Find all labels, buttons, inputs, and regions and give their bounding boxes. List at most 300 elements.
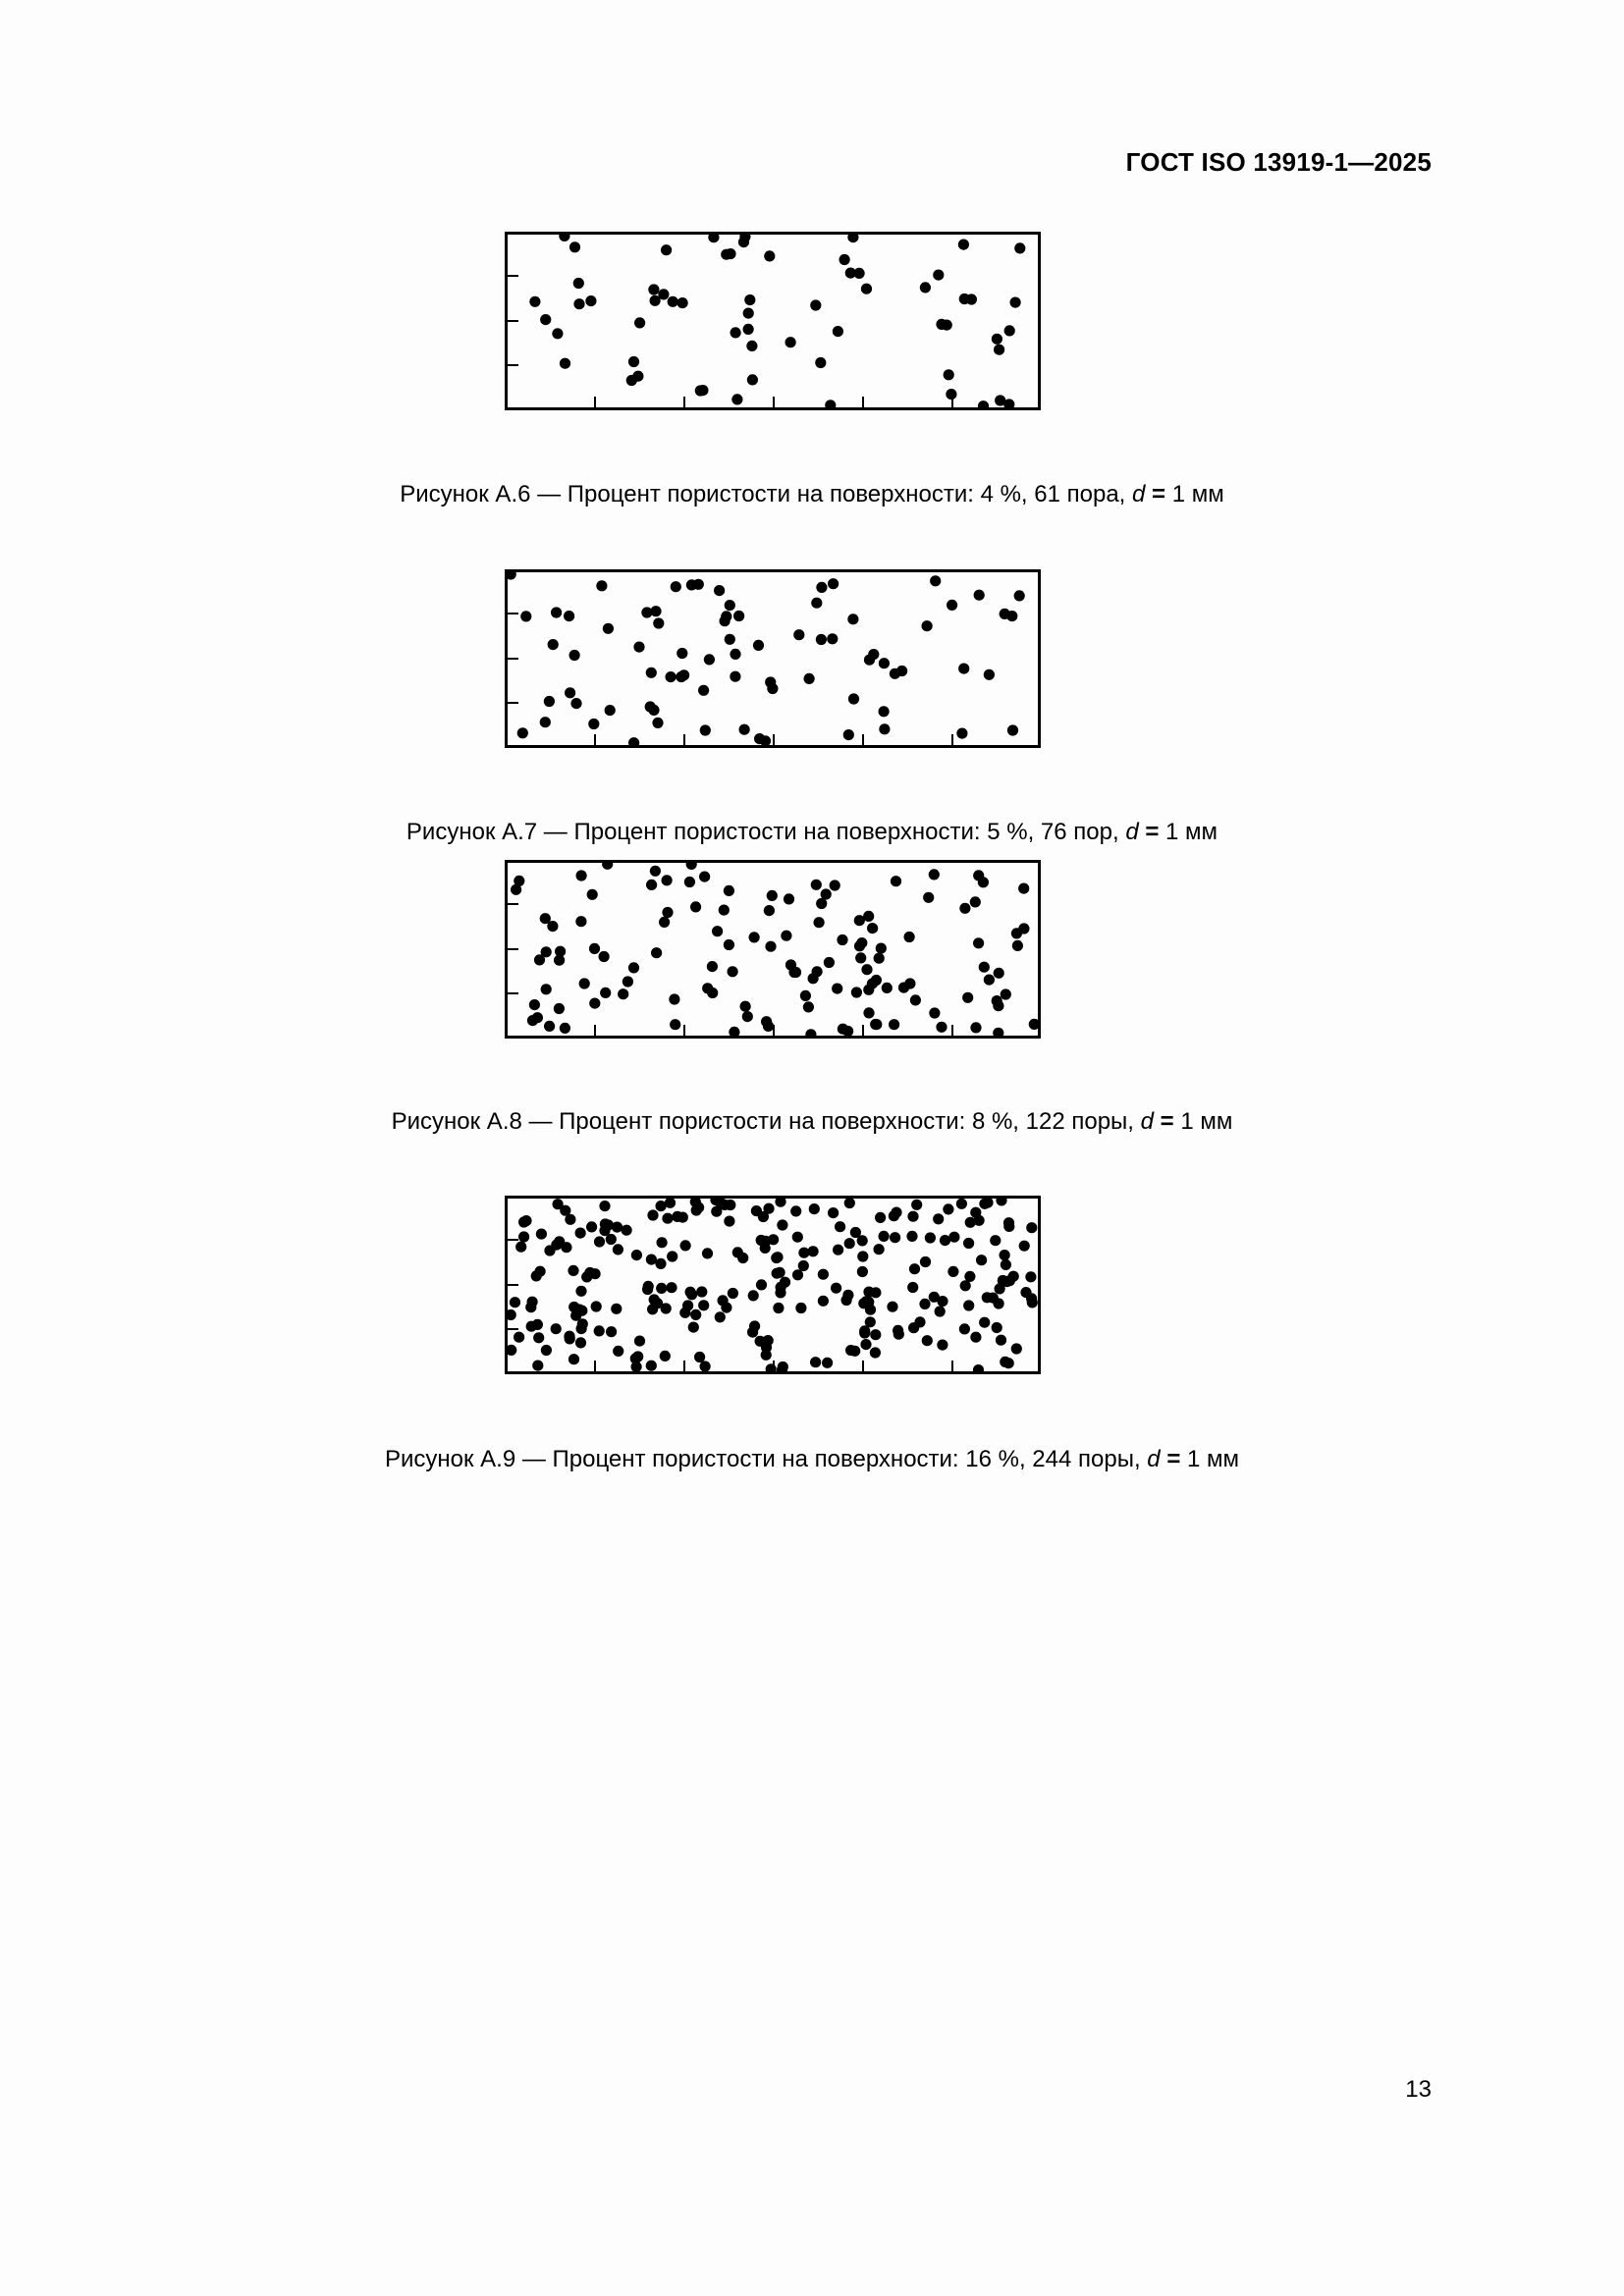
pore-dot xyxy=(541,946,552,957)
pore-dot xyxy=(744,294,755,305)
pore-dot xyxy=(996,1196,1006,1206)
pore-dot xyxy=(857,1251,868,1261)
pore-dot xyxy=(933,1213,944,1224)
caption-a6 xyxy=(0,481,1624,508)
pore-dot xyxy=(956,1199,967,1209)
pore-dot xyxy=(775,1197,785,1207)
pore-dot xyxy=(860,1339,871,1350)
pore-dot xyxy=(561,1242,571,1253)
pore-dot xyxy=(529,296,540,307)
pore-dot xyxy=(891,1207,901,1218)
pore-dot xyxy=(684,877,695,887)
pore-dot xyxy=(790,1205,801,1216)
pore-dot xyxy=(575,1337,586,1348)
pore-dot xyxy=(666,671,677,682)
pore-dot xyxy=(753,640,764,651)
pore-dot xyxy=(893,1329,904,1340)
pore-dot xyxy=(670,1019,680,1030)
pore-dot xyxy=(656,1201,667,1211)
pore-dot xyxy=(1011,928,1022,938)
pore-dot xyxy=(805,1029,816,1039)
pore-dot xyxy=(679,1308,690,1318)
pore-dot xyxy=(996,1335,1006,1346)
pore-dot xyxy=(606,1234,617,1245)
pore-dot xyxy=(947,1266,958,1277)
pore-dot xyxy=(667,1251,677,1261)
pore-dot xyxy=(529,999,540,1010)
pore-dot xyxy=(800,990,811,1001)
caption-text: Рисунок А.6 — Процент пористости на поверхности: 4 %, 61 пора, xyxy=(400,481,1132,507)
pore-dot xyxy=(859,1325,870,1336)
pore-dot xyxy=(792,1269,803,1280)
pore-dot xyxy=(978,877,989,887)
pore-dot xyxy=(576,870,587,881)
pore-dot xyxy=(754,733,765,744)
pore-dot xyxy=(765,941,776,952)
pore-dot xyxy=(909,1263,920,1274)
pore-dot xyxy=(870,1019,881,1030)
pore-dot xyxy=(816,582,827,593)
pore-dot xyxy=(603,1219,614,1230)
porosity-figure-a7 xyxy=(505,569,1041,748)
porosity-figure-a8 xyxy=(505,860,1041,1039)
pore-dot xyxy=(650,295,661,306)
pore-dot xyxy=(781,931,791,941)
pore-dot xyxy=(1018,883,1029,894)
pore-dot xyxy=(973,937,984,948)
pore-dot xyxy=(506,1345,516,1356)
pore-dot xyxy=(879,723,890,734)
pore-dot xyxy=(867,923,878,934)
pore-dot xyxy=(992,334,1002,345)
pore-dot xyxy=(959,903,970,914)
pore-dot xyxy=(993,1028,1003,1039)
pore-dot xyxy=(845,1345,856,1356)
pore-dot xyxy=(514,1332,524,1343)
pore-dot xyxy=(982,1292,993,1303)
pore-dot xyxy=(772,1252,783,1262)
pore-dot xyxy=(854,940,865,951)
pore-dot xyxy=(631,1250,642,1260)
pore-dot xyxy=(879,658,890,668)
pore-dot xyxy=(544,1245,555,1255)
pore-dot xyxy=(733,611,744,621)
pore-dot xyxy=(874,953,885,964)
pore-dot xyxy=(730,649,740,660)
pore-dot xyxy=(808,973,819,984)
pore-dot xyxy=(747,374,758,385)
pore-dot xyxy=(773,1303,784,1313)
pore-dot xyxy=(1003,1221,1014,1232)
pore-dot xyxy=(568,1265,578,1276)
pore-dot xyxy=(541,1345,552,1356)
pore-dot xyxy=(792,1232,803,1243)
pore-dot xyxy=(857,1266,868,1277)
pore-dot xyxy=(700,1361,711,1371)
pore-dot xyxy=(940,1235,950,1246)
pore-dot xyxy=(594,1236,605,1247)
pore-dot xyxy=(634,1336,645,1347)
pore-dot xyxy=(861,1296,872,1307)
pore-dot xyxy=(772,1268,783,1279)
caption-text: Рисунок А.9 — Процент пористости на поверхности: 16 %, 244 поры, xyxy=(384,1446,1148,1472)
pore-dot xyxy=(653,617,664,628)
pore-dot xyxy=(890,1232,900,1243)
porosity-figure-a6 xyxy=(505,232,1041,410)
pore-dot xyxy=(575,1228,586,1239)
pore-dot xyxy=(833,326,843,337)
pore-dot xyxy=(569,241,580,252)
pore-dot xyxy=(835,1221,845,1232)
pore-dot xyxy=(632,1351,643,1362)
pore-dot xyxy=(815,357,826,368)
pore-dot xyxy=(868,649,879,660)
pore-dot xyxy=(676,671,686,682)
pore-dot xyxy=(698,685,709,696)
pore-dot xyxy=(937,1340,947,1351)
pore-dot xyxy=(1019,1241,1030,1252)
pore-dot xyxy=(747,1327,758,1338)
pore-dot xyxy=(527,1297,538,1308)
pore-dot xyxy=(863,1287,874,1298)
pore-dot xyxy=(811,598,822,609)
pore-dot xyxy=(1026,1222,1037,1233)
pore-dot xyxy=(526,1321,537,1332)
caption-a8 xyxy=(0,1108,1624,1136)
pore-dot xyxy=(591,1301,602,1311)
pore-dot xyxy=(959,1323,970,1334)
pore-dot xyxy=(764,905,775,916)
pore-dot xyxy=(809,1203,820,1214)
pore-dot xyxy=(970,896,981,907)
pore-dot xyxy=(603,623,614,634)
pore-dot xyxy=(662,875,673,885)
pore-dot xyxy=(589,943,600,954)
pore-dot xyxy=(751,1205,762,1216)
pore-dot xyxy=(552,328,563,339)
pore-dot xyxy=(944,369,954,380)
pore-dot xyxy=(785,337,796,347)
pore-dot xyxy=(555,946,566,957)
pore-dot xyxy=(833,1245,843,1255)
pore-dot xyxy=(908,1322,919,1333)
pore-dot xyxy=(742,1011,753,1022)
pore-dot xyxy=(994,345,1004,355)
pore-dot xyxy=(1001,1259,1011,1270)
pore-dot xyxy=(559,232,569,241)
pore-dot xyxy=(707,961,718,972)
pore-dot xyxy=(822,1358,833,1368)
pore-dot xyxy=(569,650,580,661)
pore-dot xyxy=(831,1283,841,1294)
pore-dot xyxy=(680,1240,691,1251)
caption-equals: = xyxy=(1152,481,1166,507)
pore-dot xyxy=(810,1357,821,1367)
caption-d-symbol: d xyxy=(1140,1108,1154,1135)
pore-dot xyxy=(906,1231,917,1242)
pore-dot xyxy=(818,1296,829,1307)
porosity-plot-a7 xyxy=(505,569,1041,748)
pore-dot xyxy=(814,917,825,928)
pore-dot xyxy=(634,317,645,328)
pore-dot xyxy=(850,1227,861,1238)
pore-dot xyxy=(618,988,628,999)
pore-dot xyxy=(984,975,995,986)
pore-dot xyxy=(1014,590,1025,601)
pore-dot xyxy=(564,1331,574,1342)
pore-dot xyxy=(775,1287,785,1298)
pore-dot xyxy=(929,1292,940,1303)
pore-dot xyxy=(756,1279,767,1290)
pore-dot xyxy=(891,876,901,886)
pore-dot xyxy=(648,705,659,716)
caption-d-symbol: d xyxy=(1132,481,1146,507)
pore-dot xyxy=(907,1282,918,1293)
pore-dot xyxy=(517,727,528,738)
pore-dot xyxy=(1027,1297,1038,1308)
pore-dot xyxy=(671,581,681,592)
pore-dot xyxy=(622,1225,632,1236)
pore-dot xyxy=(646,880,657,890)
porosity-plot-a6 xyxy=(505,232,1041,410)
pore-dot xyxy=(551,1323,562,1334)
pore-dot xyxy=(970,1207,981,1218)
pore-dot xyxy=(978,400,989,410)
pore-dot xyxy=(686,860,697,870)
pore-dot xyxy=(586,1221,597,1232)
pore-dot xyxy=(693,579,704,590)
pore-dot xyxy=(1001,988,1011,999)
pore-dot xyxy=(518,1231,529,1242)
pore-dot xyxy=(925,1232,936,1243)
pore-dot xyxy=(821,888,832,899)
pore-dot xyxy=(847,232,858,242)
pore-dot xyxy=(560,1205,570,1216)
pore-dot xyxy=(651,947,662,958)
pore-dot xyxy=(656,1283,667,1294)
pore-dot xyxy=(694,1352,705,1362)
caption-value: 1 мм xyxy=(1159,819,1218,845)
pore-dot xyxy=(541,984,552,994)
pore-dot xyxy=(585,295,596,306)
pore-dot xyxy=(958,664,969,674)
pore-dot xyxy=(907,1211,918,1222)
pore-dot xyxy=(994,968,1004,979)
pore-dot xyxy=(560,358,570,369)
pore-dot xyxy=(963,1300,974,1310)
pore-dot xyxy=(933,270,944,281)
pore-dot xyxy=(839,254,850,265)
pore-dot xyxy=(943,1203,953,1214)
pore-dot xyxy=(876,943,887,954)
pore-dot xyxy=(970,1022,981,1033)
pore-dot xyxy=(700,724,711,735)
pore-dot xyxy=(995,1283,1005,1294)
plot-frame xyxy=(507,1198,1040,1373)
pore-dot xyxy=(724,1216,734,1227)
pore-dot xyxy=(930,575,941,586)
pore-dot xyxy=(657,1237,668,1248)
pore-dot xyxy=(721,1303,731,1313)
pore-dot xyxy=(613,1346,623,1357)
pore-dot xyxy=(976,1255,987,1265)
pore-dot xyxy=(958,240,969,250)
pore-dot xyxy=(729,1027,739,1038)
pore-dot xyxy=(579,978,590,988)
pore-dot xyxy=(631,1362,642,1372)
pore-dot xyxy=(793,629,804,640)
pore-dot xyxy=(646,667,657,678)
pore-dot xyxy=(854,268,865,279)
pore-dot xyxy=(784,893,794,904)
pore-dot xyxy=(698,1300,709,1310)
pore-dot xyxy=(785,959,796,970)
pore-dot xyxy=(904,932,915,942)
pore-dot xyxy=(628,356,639,367)
pore-dot xyxy=(650,606,661,616)
pore-dot xyxy=(596,580,607,591)
pore-dot xyxy=(1004,325,1015,336)
pore-dot xyxy=(731,394,742,404)
pore-dot xyxy=(646,1255,657,1265)
pore-dot xyxy=(832,984,842,994)
pore-dot xyxy=(764,250,775,261)
pore-dot xyxy=(691,1204,702,1215)
pore-dot xyxy=(699,872,710,882)
pore-dot xyxy=(532,1012,543,1023)
pore-dot xyxy=(882,983,893,993)
pore-dot xyxy=(990,1235,1001,1246)
pore-dot xyxy=(535,1266,546,1277)
pore-dot xyxy=(650,866,661,877)
document-code: ГОСТ ISO 13919-1—2025 xyxy=(1125,147,1432,177)
pore-dot xyxy=(511,884,521,895)
pore-dot xyxy=(830,880,840,890)
pore-dot xyxy=(766,1363,777,1374)
pore-dot xyxy=(600,988,611,998)
pore-dot xyxy=(738,237,749,247)
pore-dot xyxy=(851,987,862,997)
pore-dot xyxy=(714,585,725,596)
pore-dot xyxy=(720,615,731,626)
pore-dot xyxy=(611,1304,622,1314)
pore-dot xyxy=(696,1286,707,1297)
pore-dot xyxy=(587,889,598,900)
pore-dot xyxy=(697,385,708,396)
pore-dot xyxy=(767,890,778,901)
pore-dot xyxy=(575,916,586,927)
pore-dot xyxy=(520,611,531,621)
pore-dot xyxy=(690,901,701,912)
pore-dot xyxy=(647,1209,658,1220)
pore-dot xyxy=(828,578,839,589)
caption-value: 1 мм xyxy=(1173,1108,1233,1135)
pore-dot xyxy=(568,1302,579,1312)
pore-dot xyxy=(661,244,672,255)
pore-dot xyxy=(743,324,754,335)
pore-dot xyxy=(855,952,866,963)
pore-dot xyxy=(605,705,616,716)
pore-dot xyxy=(544,1021,555,1032)
pore-dot xyxy=(677,297,688,308)
pore-dot xyxy=(648,284,659,294)
pore-dot xyxy=(942,320,952,331)
pore-dot xyxy=(748,1290,759,1301)
pore-dot xyxy=(659,917,670,928)
pore-dot xyxy=(920,1256,931,1267)
pore-dot xyxy=(540,314,551,325)
pore-dot xyxy=(923,892,934,903)
pore-dot xyxy=(732,1247,743,1257)
pore-dot xyxy=(725,634,735,645)
pore-dot xyxy=(947,600,957,611)
pore-dot xyxy=(743,308,754,319)
pore-dot xyxy=(765,676,776,687)
pore-dot xyxy=(803,1001,814,1012)
caption-equals: = xyxy=(1166,1446,1181,1472)
pore-dot xyxy=(532,1361,543,1371)
pore-dot xyxy=(548,639,559,650)
pore-dot xyxy=(1010,297,1021,308)
pore-dot xyxy=(979,962,990,973)
pore-dot xyxy=(573,278,584,289)
pore-dot xyxy=(702,983,713,993)
pore-dot xyxy=(628,962,639,973)
pore-dot xyxy=(1012,940,1023,951)
pore-dot xyxy=(646,1361,657,1371)
pore-dot xyxy=(861,964,872,975)
pore-dot xyxy=(715,1311,726,1322)
pore-dot xyxy=(904,978,915,988)
pore-dot xyxy=(827,633,838,644)
pore-dot xyxy=(810,299,821,310)
pore-dot xyxy=(837,934,847,945)
pore-dot xyxy=(551,607,562,617)
pore-dot xyxy=(628,737,639,748)
pore-dot xyxy=(935,1306,946,1316)
caption-text: Рисунок А.7 — Процент пористости на поверхности: 5 %, 76 пор, xyxy=(406,819,1126,845)
pore-dot xyxy=(992,995,1002,1006)
pore-dot xyxy=(842,1026,853,1037)
porosity-plot-a9 xyxy=(505,1196,1041,1374)
pore-dot xyxy=(515,1242,526,1253)
pore-dot xyxy=(704,654,715,665)
pore-dot xyxy=(1014,242,1025,253)
caption-value: 1 мм xyxy=(1165,481,1224,507)
pore-dot xyxy=(565,687,575,698)
pore-dot xyxy=(875,1212,886,1223)
pore-dot xyxy=(964,1271,975,1282)
pore-dot xyxy=(613,1244,623,1255)
porosity-figure-a9 xyxy=(505,1196,1041,1374)
pore-dot xyxy=(589,998,600,1009)
pore-dot xyxy=(929,1007,940,1018)
pore-dot xyxy=(649,1294,660,1305)
pore-dot xyxy=(861,284,872,294)
pore-dot xyxy=(1004,1275,1015,1286)
caption-a7 xyxy=(0,819,1624,846)
pore-dot xyxy=(568,1354,579,1364)
pore-dot xyxy=(728,966,738,977)
pore-dot xyxy=(804,673,815,684)
pore-dot xyxy=(795,1303,806,1313)
pore-dot xyxy=(1006,611,1017,621)
pore-dot xyxy=(929,869,940,880)
pore-dot xyxy=(576,1323,587,1334)
pore-dot xyxy=(816,898,827,909)
pore-dot xyxy=(632,371,643,382)
pore-dot xyxy=(1025,1271,1036,1282)
